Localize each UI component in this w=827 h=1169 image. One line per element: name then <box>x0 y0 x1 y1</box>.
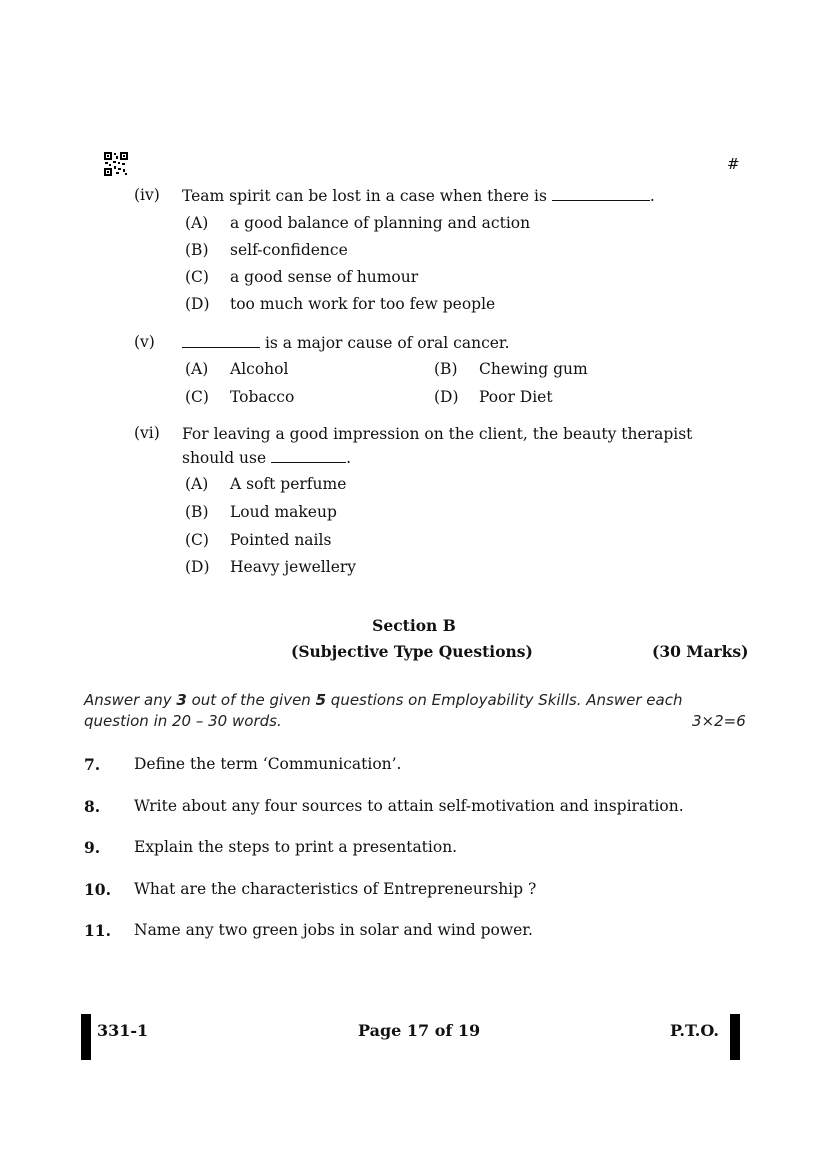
option-label: (C) <box>185 268 209 286</box>
option-label: (C) <box>185 531 209 549</box>
option-label: (C) <box>185 388 209 406</box>
section-marks: (30 Marks) <box>652 642 749 661</box>
question-text-after: . <box>649 187 655 205</box>
answer-blank <box>182 333 260 348</box>
option-text: Alcohol <box>230 360 289 378</box>
footer-right-bar <box>730 1014 740 1060</box>
section-instructions <box>84 691 682 709</box>
question-text: Write about any four sources to attain self-motivation and inspiration. <box>134 797 684 815</box>
instructions-line2: question in 20 – 30 words. <box>84 712 282 730</box>
instructions-text: Answer any <box>84 691 177 709</box>
option-text: too much work for too few people <box>230 295 496 313</box>
question-text: Explain the steps to print a presentation. <box>134 838 458 856</box>
option-text: Pointed nails <box>230 531 332 549</box>
option-text: a good sense of humour <box>230 268 419 286</box>
answer-blank <box>271 448 346 463</box>
footer-left-bar <box>81 1014 91 1060</box>
option-text: Tobacco <box>230 388 295 406</box>
question-text: Define the term ‘Communication’. <box>134 755 402 773</box>
option-label: (B) <box>185 503 209 521</box>
pto-label: P.T.O. <box>670 1021 719 1040</box>
question-number: 9. <box>84 838 101 857</box>
option-label: (A) <box>185 360 209 378</box>
question-text-before: should use <box>182 449 267 467</box>
option-text: Chewing gum <box>479 360 588 378</box>
option-label: (D) <box>185 558 210 576</box>
option-label: (B) <box>185 241 209 259</box>
instructions-marks: 3×2=6 <box>692 712 746 730</box>
question-number: 10. <box>84 880 111 899</box>
option-text: a good balance of planning and action <box>230 214 531 232</box>
page-number: Page 17 of 19 <box>358 1021 481 1040</box>
question-number: (iv) <box>134 186 160 204</box>
section-subtitle: (Subjective Type Questions) <box>291 642 533 661</box>
question-text-after: is a major cause of oral cancer. <box>264 334 510 352</box>
option-text: Heavy jewellery <box>230 558 357 576</box>
option-label: (B) <box>434 360 458 378</box>
question-number: (v) <box>134 333 155 351</box>
option-label: (D) <box>434 388 459 406</box>
instructions-total: 5 <box>315 691 327 709</box>
question-text <box>182 422 727 470</box>
option-label: (A) <box>185 214 209 232</box>
question-text-line: For leaving a good impression on the client, the beauty therapist <box>182 425 693 443</box>
section-title: Section B <box>372 616 456 635</box>
question-text: Name any two green jobs in solar and wind power. <box>134 921 533 939</box>
option-label: (A) <box>185 475 209 493</box>
instructions-text: out of the given <box>186 691 316 709</box>
answer-blank <box>552 186 650 201</box>
question-number: 11. <box>84 921 111 940</box>
question-text-after: . <box>346 449 352 467</box>
option-text: self-confidence <box>230 241 348 259</box>
question-text: What are the characteristics of Entrepreneurship ? <box>134 880 537 898</box>
instructions-text: questions on Employability Skills. Answer each <box>326 691 683 709</box>
question-number: 8. <box>84 797 101 816</box>
page-marker: # <box>727 155 740 173</box>
qr-code-icon <box>104 152 128 176</box>
question-number: (vi) <box>134 424 160 442</box>
option-text: Loud makeup <box>230 503 337 521</box>
option-text: A soft perfume <box>230 475 347 493</box>
question-text <box>182 184 727 208</box>
question-text <box>182 331 727 355</box>
option-label: (D) <box>185 295 210 313</box>
option-text: Poor Diet <box>479 388 553 406</box>
paper-code: 331-1 <box>97 1021 149 1040</box>
instructions-count: 3 <box>176 691 187 709</box>
question-number: 7. <box>84 755 101 774</box>
question-text-before: Team spirit can be lost in a case when there is <box>182 187 547 205</box>
